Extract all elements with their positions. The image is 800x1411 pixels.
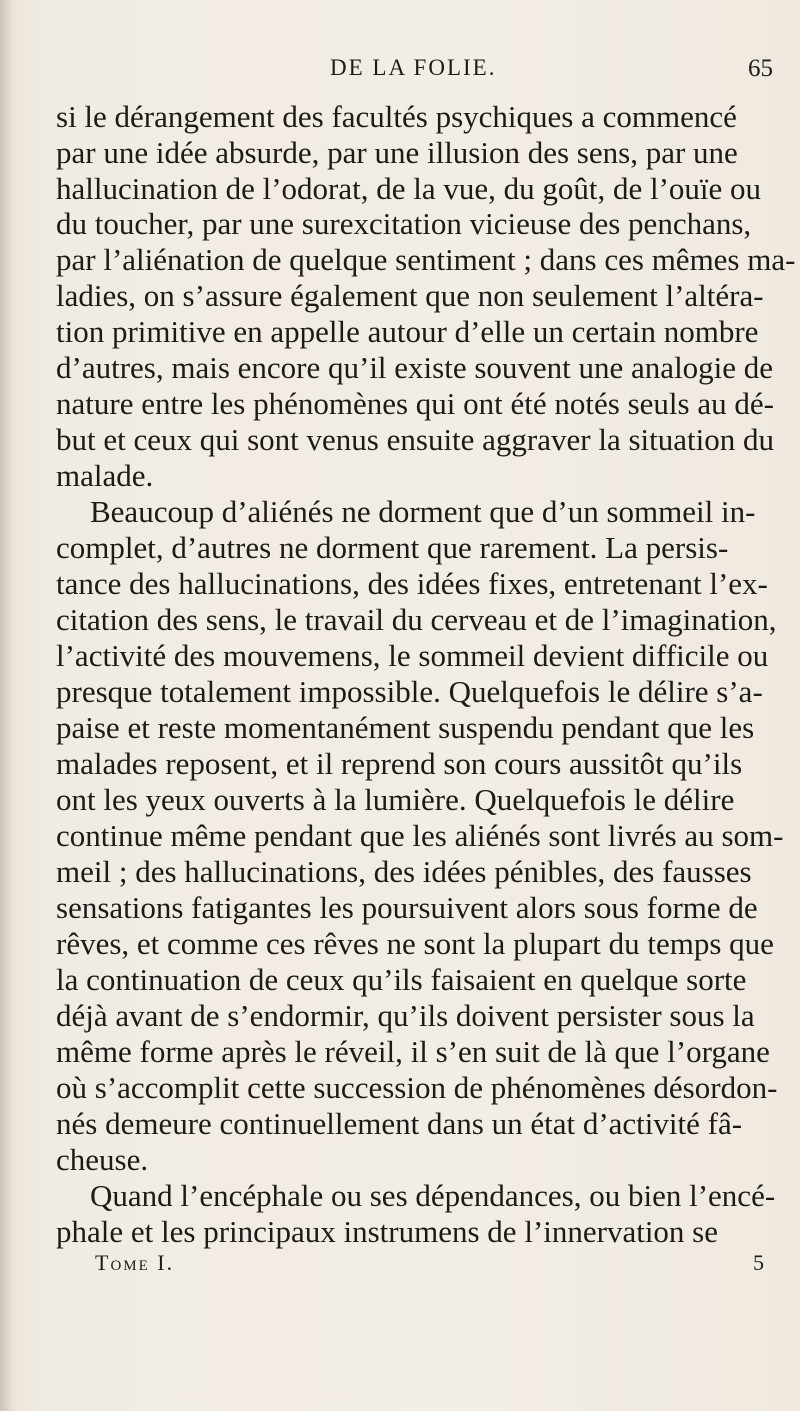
text-line: ladies, on s’assure également que non seulement l’altéra- xyxy=(56,278,764,313)
text-line: continue même pendant que les aliénés sont livrés au som- xyxy=(56,818,784,853)
text-line: citation des sens, le travail du cerveau et de l’imagination, xyxy=(56,602,777,637)
text-line: paise et reste momentanément suspendu pendant que les xyxy=(56,710,755,745)
paragraph-first-line: Beaucoup d’aliénés ne dorment que d’un sommeil in- xyxy=(90,494,756,529)
page-footer xyxy=(0,1250,800,1286)
running-title: DE LA FOLIE. xyxy=(330,55,497,80)
text-line: presque totalement impossible. Quelquefois le délire s’a- xyxy=(56,674,763,709)
text-line: d’autres, mais encore qu’il existe souvent une analogie de xyxy=(56,350,774,385)
volume-label: Tome I. xyxy=(95,1250,175,1275)
text-line: tion primitive en appelle autour d’elle un certain nombre xyxy=(56,314,759,349)
text-line: par une idée absurde, par une illusion des sens, par une xyxy=(56,135,738,170)
text-line: si le dérangement des facultés psychiques a commencé xyxy=(56,99,737,134)
text-line: malade. xyxy=(56,458,154,493)
paragraph-first-line: Quand l’encéphale ou ses dépendances, ou bien l’encé- xyxy=(90,1178,776,1213)
text-line: nature entre les phénomènes qui ont été notés seuls au dé- xyxy=(56,386,774,421)
text-line: du toucher, par une surexcitation vicieuse des penchans, xyxy=(56,206,752,241)
running-head xyxy=(0,55,800,95)
signature-mark: 5 xyxy=(753,1250,764,1275)
text-line: tance des hallucinations, des idées fixes, entretenant l’ex- xyxy=(56,566,768,601)
text-line: déjà avant de s’endormir, qu’ils doivent persister sous la xyxy=(56,998,755,1033)
text-line: malades reposent, et il reprend son cours aussitôt qu’ils xyxy=(56,746,743,781)
text-line: ont les yeux ouverts à la lumière. Quelquefois le délire xyxy=(56,782,735,817)
text-line: phale et les principaux instrumens de l’innervation se xyxy=(56,1214,719,1249)
text-line: complet, d’autres ne dorment que rarement. La persis- xyxy=(56,530,729,565)
text-line: sensations fatigantes les poursuivent alors sous forme de xyxy=(56,890,758,925)
text-line: la continuation de ceux qu’ils faisaient en quelque sorte xyxy=(56,962,747,997)
text-line: meil ; des hallucinations, des idées pénibles, des fausses xyxy=(56,854,752,889)
text-line: but et ceux qui sont venus ensuite aggraver la situation du xyxy=(56,422,774,457)
text-line: même forme après le réveil, il s’en suit de là que l’organe xyxy=(56,1034,770,1069)
text-line: l’activité des mouvemens, le sommeil devient difficile ou xyxy=(56,638,769,673)
text-line: rêves, et comme ces rêves ne sont la plupart du temps que xyxy=(56,926,774,961)
page-number: 65 xyxy=(748,55,773,82)
page-gutter-shadow xyxy=(0,0,14,1411)
text-line: où s’accomplit cette succession de phénomènes désordon- xyxy=(56,1070,778,1105)
text-line: hallucination de l’odorat, de la vue, du goût, de l’ouïe ou xyxy=(56,171,762,206)
text-line: cheuse. xyxy=(56,1142,149,1177)
text-line: nés demeure continuellement dans un état d’activité fâ- xyxy=(56,1106,743,1141)
text-line: par l’aliénation de quelque sentiment ; dans ces mêmes ma- xyxy=(56,242,796,277)
